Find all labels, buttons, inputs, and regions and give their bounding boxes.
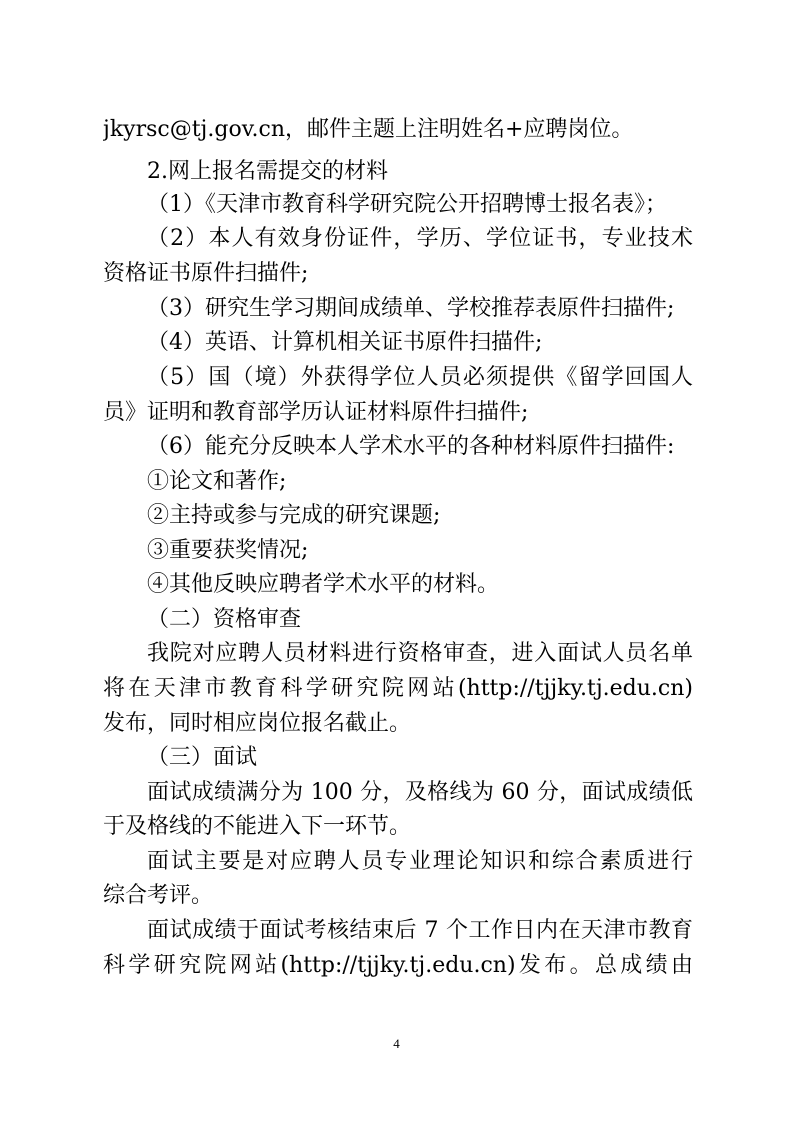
section-heading: （二）资格审查 xyxy=(147,607,302,632)
sub-list-item: ③重要获奖情况; xyxy=(147,538,309,563)
section-heading: 2.网上报名需提交的材料 xyxy=(147,159,388,184)
paragraph-line: 面试成绩于面试考核结束后 7 个工作日内在天津市教育 xyxy=(147,918,693,943)
sub-list-item: ①论文和著作; xyxy=(147,469,287,494)
list-item: （5）国（境）外获得学位人员必须提供《留学回国人 xyxy=(147,365,693,390)
list-item-continuation: 资格证书原件扫描件; xyxy=(103,261,309,286)
paragraph-line: 综合考评。 xyxy=(103,883,214,908)
paragraph-line: 将在天津市教育科学研究院网站(http://tjjky.tj.edu.cn) xyxy=(103,676,693,701)
list-item-continuation: 员》证明和教育部学历认证材料原件扫描件; xyxy=(103,400,529,425)
paragraph-line: 科学研究院网站(http://tjjky.tj.edu.cn)发布。总成绩由 xyxy=(103,953,693,978)
paragraph-line: 面试成绩满分为 100 分，及格线为 60 分，面试成绩低 xyxy=(147,780,693,805)
page-number: 4 xyxy=(393,1036,400,1051)
paragraph-line: 我院对应聘人员材料进行资格审查，进入面试人员名单 xyxy=(147,641,693,666)
paragraph-line: 于及格线的不能进入下一环节。 xyxy=(103,814,412,839)
list-item: （3）研究生学习期间成绩单、学校推荐表原件扫描件; xyxy=(147,296,675,321)
section-heading: （三）面试 xyxy=(147,745,258,770)
list-item: （2）本人有效身份证件，学历、学位证书，专业技术 xyxy=(147,226,693,251)
paragraph-line: 发布，同时相应岗位报名截止。 xyxy=(103,711,412,736)
list-item: （1）《天津市教育科学研究院公开招聘博士报名表》； xyxy=(147,192,667,217)
sub-list-item: ④其他反映应聘者学术水平的材料。 xyxy=(147,572,500,597)
text-line: jkyrsc@tj.gov.cn，邮件主题上注明姓名+应聘岗位。 xyxy=(103,117,634,142)
paragraph-line: 面试主要是对应聘人员专业理论知识和综合素质进行 xyxy=(147,849,693,874)
sub-list-item: ②主持或参与完成的研究课题; xyxy=(147,503,441,528)
list-item: （4）英语、计算机相关证书原件扫描件; xyxy=(147,330,543,355)
list-item: （6）能充分反映本人学术水平的各种材料原件扫描件: xyxy=(147,434,675,459)
